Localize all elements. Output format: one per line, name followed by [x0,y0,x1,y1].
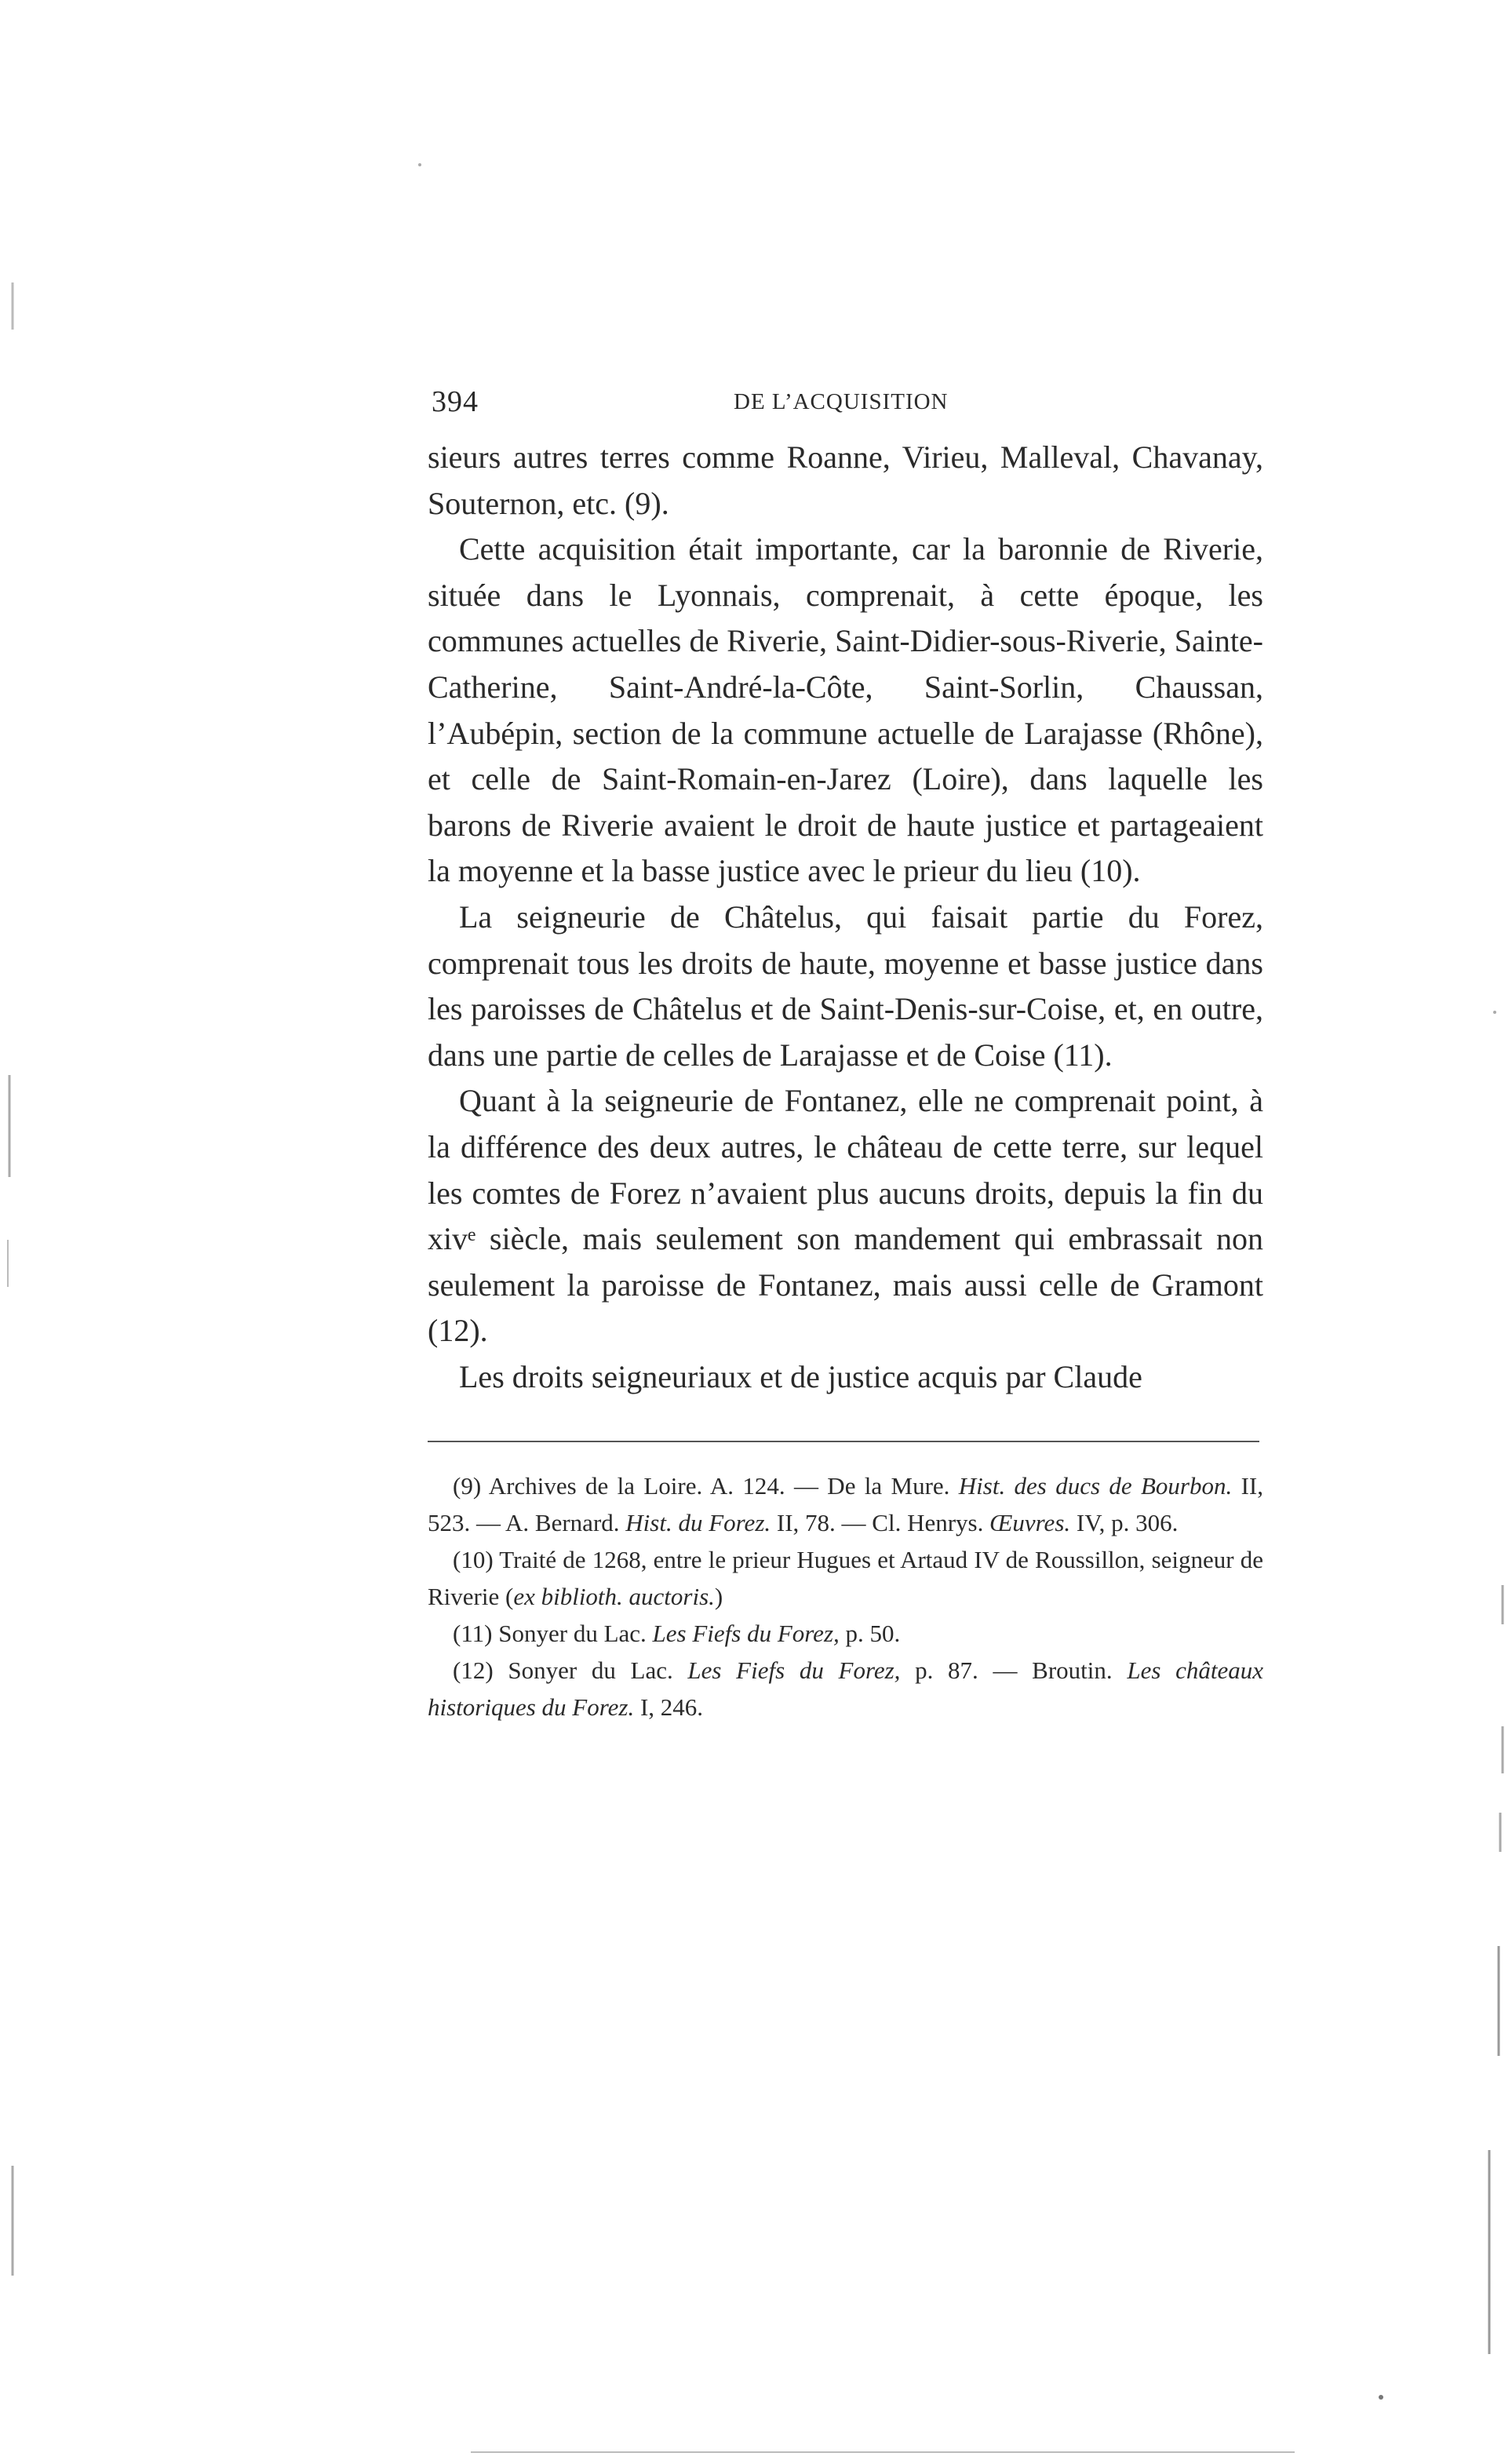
footnote-9 [428,1467,1263,1541]
footnote-text: p. 50. [839,1620,901,1648]
footnote-title: Les Fiefs du Forez, [652,1620,840,1648]
footnote-divider [428,1441,1259,1442]
footnote-text: IV, p. 306. [1070,1509,1179,1537]
book-page [428,384,1263,1726]
footnote-text: (10) Traité de 1268, entre le prieur Hugues et Artaud IV de Roussillon, seigneur de Riverie ( [428,1546,1263,1611]
footnote-text: (11) Sonyer du Lac. [453,1620,653,1648]
footnote-title: Hist. des ducs de Bourbon. [958,1472,1233,1500]
page-header [428,384,1263,432]
footnote-title: Les châteaux historiques du Forez. [428,1656,1263,1722]
footnote-11 [428,1615,1263,1652]
footnotes [428,1467,1263,1726]
footnote-text: (12) Sonyer du Lac. [453,1656,688,1685]
footnote-title: ex biblioth. auctoris. [513,1583,715,1611]
page-number: 394 [432,385,479,418]
footnote-text: II, 78. — Cl. Henrys. [771,1509,990,1537]
footnote-12 [428,1652,1263,1726]
paragraph: Cette acquisition était importante, car la baronnie de Riverie, située dans le Lyonnais, comprenait, à cette époque, les communes actuelles de Riverie, Saint-Didier-sous-Riverie, Sainte-Catherine, Saint-André-la-Côte, Saint-Sorlin, Chaussan, l’Aubépin, section de la commune actuelle de Larajasse (Rhône), et celle de Saint-Romain-en-Jarez (Loire), dans laquelle les barons de Riverie avaient le droit de haute justice et partageaient la moyenne et la basse justice avec le prieur du lieu (10). [428,531,1263,889]
footnote-title: Œuvres. [989,1509,1071,1537]
paragraph: La seigneurie de Châtelus, qui faisait partie du Forez, comprenait tous les droits de haute, moyenne et basse justice dans les paroisses de Châtelus et de Saint-Denis-sur-Coise, et, en outre, dans une partie de celles de Larajasse et de Coise (11). [428,898,1263,1073]
footnote-text: p. 87. — Broutin. [900,1656,1128,1685]
footnote-title: Hist. du Forez. [625,1509,771,1537]
running-head: DE L’ACQUISITION [734,389,949,414]
footnote-text: I, 246. [634,1693,704,1722]
footnote-text: (9) Archives de la Loire. A. 124. — De la Mure. [453,1472,959,1500]
paragraph: Les droits seigneuriaux et de justice acquis par Claude [459,1358,1142,1394]
footnote-title: Les Fiefs du Forez, [687,1656,901,1685]
body-text [428,435,1263,1400]
footnote-10 [428,1541,1263,1615]
paragraph: sieurs autres terres comme Roanne, Virieu, Malleval, Chavanay, Souternon, etc. (9). [428,439,1263,521]
footnote-text: II, 523. — A. Bernard. [428,1472,1263,1537]
paragraph: Quant à la seigneurie de Fontanez, elle ne comprenait point, à la différence des deux autres, le château de cette terre, sur lequel les comtes de Forez n’avaient plus aucuns droits, depuis la fin du xivᵉ siècle, mais seulement son mandement qui embrassait non seulement la paroisse de Fontanez, mais aussi celle de Gramont (12). [428,1083,1263,1349]
footnote-text: ) [714,1583,723,1611]
